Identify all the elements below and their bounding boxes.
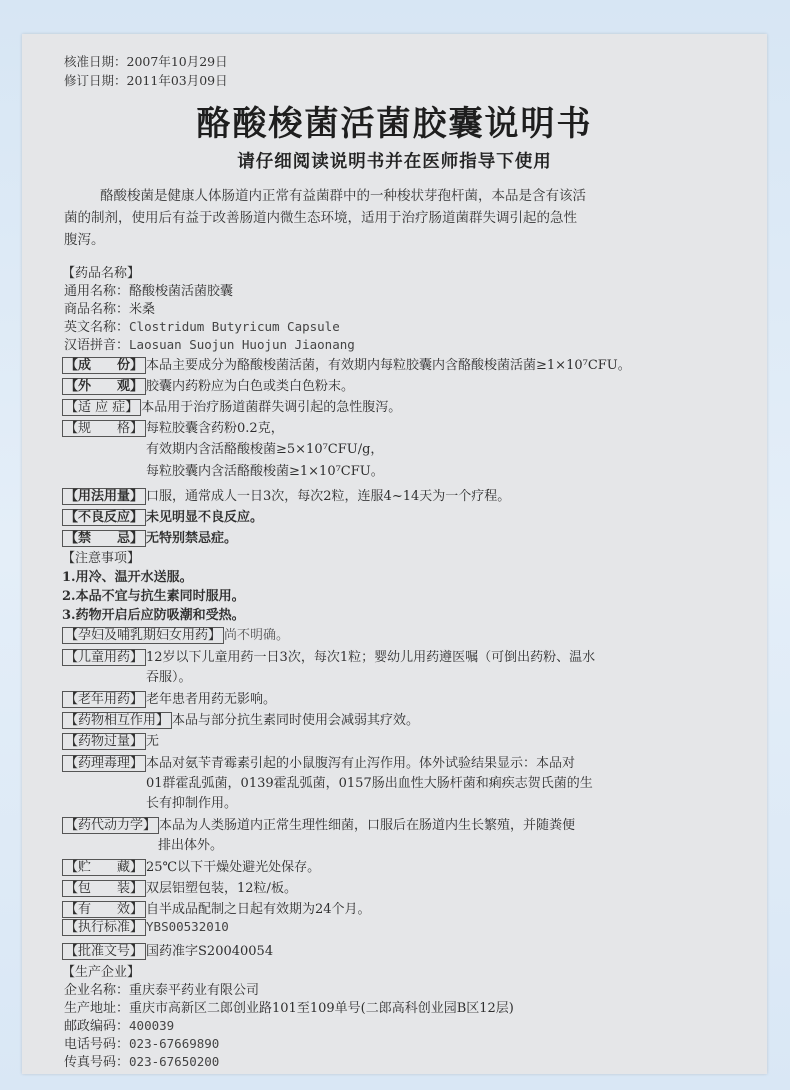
dosage-row — [62, 485, 510, 505]
address-label: 生产地址： — [64, 1001, 130, 1016]
elderly-text: 老年患者用药无影响。 — [146, 692, 277, 707]
elderly-row — [62, 688, 276, 708]
precaution-1: 1.用冷、温开水送服。 — [62, 570, 193, 585]
pinyin-name: Laosuan Suojun Huojun Jiaonang — [129, 337, 355, 352]
revision-date-label: 修订日期： — [64, 73, 127, 88]
trade-name-row — [64, 298, 155, 317]
drug-name-section: 【药品名称】 — [62, 266, 141, 281]
adverse-text: 未见明显不良反应。 — [146, 510, 264, 525]
pinyin-name-label: 汉语拼音： — [64, 338, 130, 353]
postcode-text: 400039 — [129, 1018, 175, 1033]
fax-text: 023-67650200 — [129, 1054, 220, 1069]
package-text: 双层铝塑包装，12粒/板。 — [146, 881, 297, 896]
package-label: 【包 装】 — [62, 880, 146, 897]
english-name: Clostridum Butyricum Capsule — [129, 319, 340, 334]
adverse-row — [62, 506, 263, 526]
pk-row — [62, 814, 575, 834]
spec-label: 【规 格】 — [62, 420, 146, 437]
manufacturer-section: 【生产企业】 — [62, 965, 141, 980]
indication-text: 本品用于治疗肠道菌群失调引起的急性腹泻。 — [141, 400, 402, 415]
spec-line-3: 每粒胶囊内含活酪酸梭菌≥1×10⁷CFU。 — [146, 464, 384, 479]
english-name-label: 英文名称： — [64, 320, 130, 335]
children-label: 【儿童用药】 — [62, 649, 146, 666]
intro-line-1: 酪酸梭菌是健康人体肠道内正常有益菌群中的一种梭状芽孢杆菌，本品是含有该活 — [100, 188, 586, 204]
pharm-line-1: 本品对氨苄青霉素引起的小鼠腹泻有止泻作用。体外试验结果显示：本品对 — [146, 756, 576, 771]
validity-row — [62, 898, 371, 918]
generic-name-row — [64, 280, 233, 299]
standard-text: YBS00532010 — [146, 919, 229, 934]
spec-row — [62, 417, 284, 437]
children-line-2: 吞服）。 — [146, 670, 192, 685]
adverse-label: 【不良反应】 — [62, 509, 146, 526]
phone-row — [64, 1033, 219, 1052]
validity-text: 自半成品配制之日起有效期为24个月。 — [146, 902, 371, 917]
contra-row — [62, 527, 237, 547]
pregnancy-row — [62, 624, 289, 644]
storage-row — [62, 856, 320, 876]
storage-text: 25℃以下干燥处避光处保存。 — [146, 860, 321, 875]
trade-name-label: 商品名称： — [64, 302, 130, 317]
overdose-row — [62, 730, 159, 750]
address-text: 重庆市高新区二郎创业路101至109单号(二郎高科创业园B区12层) — [129, 1001, 514, 1016]
company-name: 重庆泰平药业有限公司 — [129, 983, 260, 998]
postcode-label: 邮政编码： — [64, 1019, 130, 1034]
elderly-label: 【老年用药】 — [62, 691, 146, 708]
pregnancy-text: 尚不明确。 — [224, 628, 290, 643]
leaflet-paper — [22, 34, 767, 1074]
approval-date: 2007年10月29日 — [126, 54, 228, 69]
trade-name: 米桑 — [129, 302, 156, 317]
pharm-line-3: 长有抑制作用。 — [146, 796, 238, 811]
dosage-label: 【用法用量】 — [62, 488, 146, 505]
precautions-label: 【注意事项】 — [62, 551, 141, 566]
precaution-3: 3.药物开启后应防吸潮和受热。 — [62, 608, 245, 623]
appearance-label: 【外 观】 — [62, 378, 146, 395]
indication-label: 【适 应 症】 — [62, 399, 141, 416]
revision-date-row — [64, 71, 228, 89]
intro-line-3: 腹泻。 — [64, 232, 105, 248]
company-row — [64, 979, 259, 998]
composition-row — [62, 354, 631, 374]
appearance-text: 胶囊内药粉应为白色或类白色粉末。 — [146, 379, 355, 394]
dosage-text: 口服，通常成人一日3次，每次2粒，连服4~14天为一个疗程。 — [146, 489, 511, 504]
spec-line-2: 有效期内含活酪酸梭菌≥5×10⁷CFU/g， — [146, 442, 384, 457]
english-name-row — [64, 316, 340, 335]
pk-label: 【药代动力学】 — [62, 817, 159, 834]
children-row — [62, 646, 595, 666]
composition-label: 【成 份】 — [62, 357, 146, 374]
contra-text: 无特别禁忌症。 — [146, 531, 238, 546]
precaution-2: 2.本品不宜与抗生素同时服用。 — [62, 589, 245, 604]
phone-label: 电话号码： — [64, 1037, 130, 1052]
standard-label: 【执行标准】 — [62, 919, 146, 936]
approval-text: 国药准字S20040054 — [146, 944, 274, 959]
approval-date-label: 核准日期： — [64, 54, 127, 69]
revision-date: 2011年03月09日 — [126, 73, 228, 88]
document-title: 酪酸梭菌活菌胶囊说明书 — [196, 104, 593, 144]
pharm-line-2: 01群霍乱弧菌，0139霍乱弧菌，0157肠出血性大肠杆菌和痢疾志贺氏菌的生 — [146, 776, 593, 791]
children-line-1: 12岁以下儿童用药一日3次，每次1粒；婴幼儿用药遵医嘱（可倒出药粉、温水 — [146, 650, 596, 665]
pinyin-name-row — [64, 334, 355, 353]
phone-text: 023-67669890 — [129, 1036, 220, 1051]
validity-label: 【有 效】 — [62, 901, 146, 918]
interaction-text: 本品与部分抗生素同时使用会减弱其疗效。 — [172, 713, 420, 728]
company-label: 企业名称： — [64, 983, 130, 998]
storage-label: 【贮 藏】 — [62, 859, 146, 876]
approval-row — [62, 940, 273, 960]
intro-line-2: 菌的制剂，使用后有益于改善肠道内微生态环境，适用于治疗肠道菌群失调引起的急性 — [64, 210, 577, 226]
interaction-label: 【药物相互作用】 — [62, 712, 172, 729]
standard-row — [62, 919, 229, 936]
pharm-label: 【药理毒理】 — [62, 755, 146, 772]
fax-label: 传真号码： — [64, 1055, 130, 1070]
pk-line-2: 排出体外。 — [158, 838, 224, 853]
interaction-row — [62, 709, 419, 729]
package-row — [62, 877, 297, 897]
overdose-label: 【药物过量】 — [62, 733, 146, 750]
pregnancy-label: 【孕妇及哺乳期妇女用药】 — [62, 627, 224, 644]
contra-label: 【禁 忌】 — [62, 530, 146, 547]
document-subtitle: 请仔细阅读说明书并在医师指导下使用 — [237, 152, 552, 172]
appearance-row — [62, 375, 354, 395]
pk-line-1: 本品为人类肠道内正常生理性细菌，口服后在肠道内生长繁殖，并随粪便 — [159, 818, 576, 833]
overdose-text: 无 — [146, 734, 160, 749]
approval-date-row — [64, 52, 228, 70]
indication-row — [62, 396, 401, 416]
postcode-row — [64, 1015, 174, 1034]
pharm-row — [62, 752, 575, 772]
address-row — [64, 997, 514, 1016]
composition-text: 本品主要成分为酪酸梭菌活菌，有效期内每粒胶囊内含酪酸梭菌活菌≥1×10⁷CFU。 — [146, 358, 631, 373]
generic-name-label: 通用名称： — [64, 284, 130, 299]
spec-line-1: 每粒胶囊含药粉0.2克， — [146, 421, 284, 436]
fax-row — [64, 1051, 219, 1070]
approval-label: 【批准文号】 — [62, 943, 146, 960]
generic-name: 酪酸梭菌活菌胶囊 — [129, 284, 234, 299]
